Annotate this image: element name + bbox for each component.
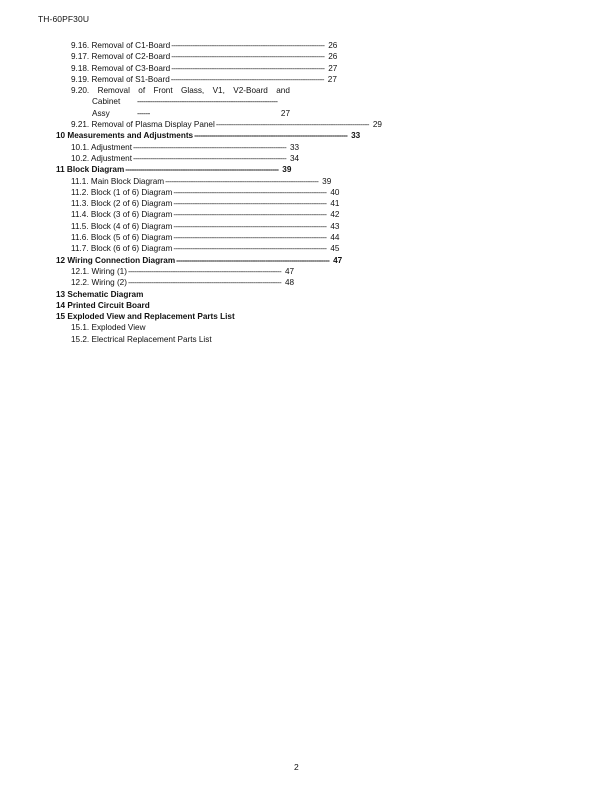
toc-entry[interactable] xyxy=(56,85,290,119)
toc-entry-title: 12.2. Wiring (2) xyxy=(71,278,127,288)
toc-section-title: 10 Measurements and Adjustments xyxy=(56,131,194,141)
toc-entry[interactable] xyxy=(56,277,295,288)
dot-leader: ------------------------------------------------------------------------ xyxy=(173,221,327,231)
toc-entry-title: 12.1. Wiring (1) xyxy=(71,266,127,276)
document-model-header: TH-60PF30U xyxy=(38,14,90,24)
toc-entry-page: 29 xyxy=(372,120,382,130)
toc-entry-title: 11.6. Block (5 of 6) Diagram xyxy=(71,233,173,243)
toc-entry-page: 43 xyxy=(330,221,340,231)
toc-section-page: 33 xyxy=(351,131,361,141)
dot-leader: ------------------------------------------------------------------------ xyxy=(173,233,327,243)
dot-leader: ------------------------------------------------------------------------ xyxy=(173,187,327,197)
toc-entry-title: 10.2. Adjustment xyxy=(71,153,132,163)
dot-leader: ------------------------------------------------------------------------ xyxy=(171,52,325,62)
dot-leader: ------------------------------------------------------------------------ xyxy=(133,142,287,152)
toc-section-title: 15 Exploded View and Replacement Parts List xyxy=(56,312,235,322)
page-number: 2 xyxy=(294,762,299,772)
toc-entry-title: 9.17. Removal of C2-Board xyxy=(71,52,171,62)
toc-entry-page: 26 xyxy=(328,41,338,50)
toc-entry[interactable] xyxy=(56,232,340,243)
dot-leader: ------------------------------------------------------------------------ xyxy=(165,176,319,186)
toc-entry-page: 47 xyxy=(284,266,295,276)
toc-entry[interactable] xyxy=(56,198,340,209)
toc-section-page: 39 xyxy=(282,165,292,175)
toc-section-title: 12 Wiring Connection Diagram xyxy=(56,255,176,265)
toc-entry[interactable] xyxy=(56,142,300,153)
dot-leader: ------------------------------------------------------------------------ xyxy=(125,165,279,175)
table-of-contents xyxy=(56,40,382,345)
toc-entry-page: 26 xyxy=(328,52,338,62)
toc-entry[interactable] xyxy=(56,63,338,74)
toc-entry[interactable] xyxy=(56,176,332,187)
toc-entry-title-line1: 9.20. Removal of Front Glass, V1, V2-Board and xyxy=(71,86,290,96)
toc-entry-page: 39 xyxy=(322,176,332,186)
dot-leader: ------------------------------------------------------------------------ xyxy=(137,97,278,118)
dot-leader: ------------------------------------------------------------------------ xyxy=(173,210,327,220)
toc-entry-title: 9.19. Removal of S1-Board xyxy=(71,74,170,84)
toc-entry-page: 41 xyxy=(330,199,340,209)
toc-entry-title-line2: Cabinet Assy xyxy=(92,97,121,118)
dot-leader: ------------------------------------------------------------------------ xyxy=(173,244,327,254)
toc-entry-title: 15.1. Exploded View xyxy=(71,323,146,333)
toc-entry-title: 9.18. Removal of C3-Board xyxy=(71,63,171,73)
toc-entry[interactable] xyxy=(56,51,338,62)
toc-entry[interactable] xyxy=(56,119,382,130)
toc-entry[interactable] xyxy=(56,153,300,164)
toc-entry[interactable] xyxy=(56,221,340,232)
toc-entry-page: 34 xyxy=(290,153,300,163)
dot-leader: ------------------------------------------------------------------------ xyxy=(171,63,325,73)
dot-leader: ------------------------------------------------------------------------ xyxy=(215,120,369,130)
toc-entry-page: 27 xyxy=(328,63,338,73)
toc-section[interactable] xyxy=(56,289,290,300)
dot-leader: ------------------------------------------------------------------------ xyxy=(170,74,324,84)
toc-entry-page: 27 xyxy=(280,108,290,118)
toc-entry[interactable] xyxy=(56,40,338,51)
dot-leader: ------------------------------------------------------------------------ xyxy=(127,278,282,288)
dot-leader: ------------------------------------------------------------------------ xyxy=(171,41,325,50)
dot-leader: ------------------------------------------------------------------------ xyxy=(173,199,327,209)
toc-entry[interactable] xyxy=(56,322,290,333)
toc-entry-page: 44 xyxy=(330,233,340,243)
toc-entry[interactable] xyxy=(56,74,337,85)
toc-entry-title: 11.2. Block (1 of 6) Diagram xyxy=(71,187,173,197)
toc-entry-title: 10.1. Adjustment xyxy=(71,142,132,152)
toc-section-title: 11 Block Diagram xyxy=(56,165,125,175)
toc-entry-page: 27 xyxy=(327,74,337,84)
toc-section-page: 47 xyxy=(333,255,343,265)
dot-leader: ------------------------------------------------------------------------ xyxy=(127,266,282,276)
toc-entry[interactable] xyxy=(56,209,340,220)
toc-entry-title: 11.1. Main Block Diagram xyxy=(71,176,165,186)
dot-leader: ------------------------------------------------------------------------ xyxy=(133,153,287,163)
toc-entry-title: 11.5. Block (4 of 6) Diagram xyxy=(71,221,173,231)
toc-entry[interactable] xyxy=(56,334,290,345)
toc-entry-page: 48 xyxy=(284,278,295,288)
toc-section[interactable] xyxy=(56,164,290,175)
toc-entry[interactable] xyxy=(56,243,340,254)
toc-entry-page: 42 xyxy=(330,210,340,220)
toc-entry-title: 11.3. Block (2 of 6) Diagram xyxy=(71,199,173,209)
toc-section-title: 13 Schematic Diagram xyxy=(56,289,144,299)
toc-section[interactable] xyxy=(56,300,290,311)
toc-section[interactable] xyxy=(56,311,290,322)
toc-entry-title: 15.2. Electrical Replacement Parts List xyxy=(71,334,212,344)
toc-section[interactable] xyxy=(56,130,361,141)
toc-entry-page: 45 xyxy=(330,244,340,254)
toc-entry-title: 9.21. Removal of Plasma Display Panel xyxy=(71,120,215,130)
toc-entry-title: 9.16. Removal of C1-Board xyxy=(71,41,171,50)
toc-entry-page: 40 xyxy=(330,187,340,197)
toc-entry[interactable] xyxy=(56,187,340,198)
toc-section-title: 14 Printed Circuit Board xyxy=(56,300,150,310)
toc-section[interactable] xyxy=(56,255,343,266)
toc-entry-page: 33 xyxy=(290,142,300,152)
toc-entry[interactable] xyxy=(56,266,295,277)
toc-entry-title: 11.7. Block (6 of 6) Diagram xyxy=(71,244,173,254)
dot-leader: ------------------------------------------------------------------------ xyxy=(176,255,330,265)
toc-entry-title: 11.4. Block (3 of 6) Diagram xyxy=(71,210,173,220)
dot-leader: ------------------------------------------------------------------------ xyxy=(194,131,348,141)
